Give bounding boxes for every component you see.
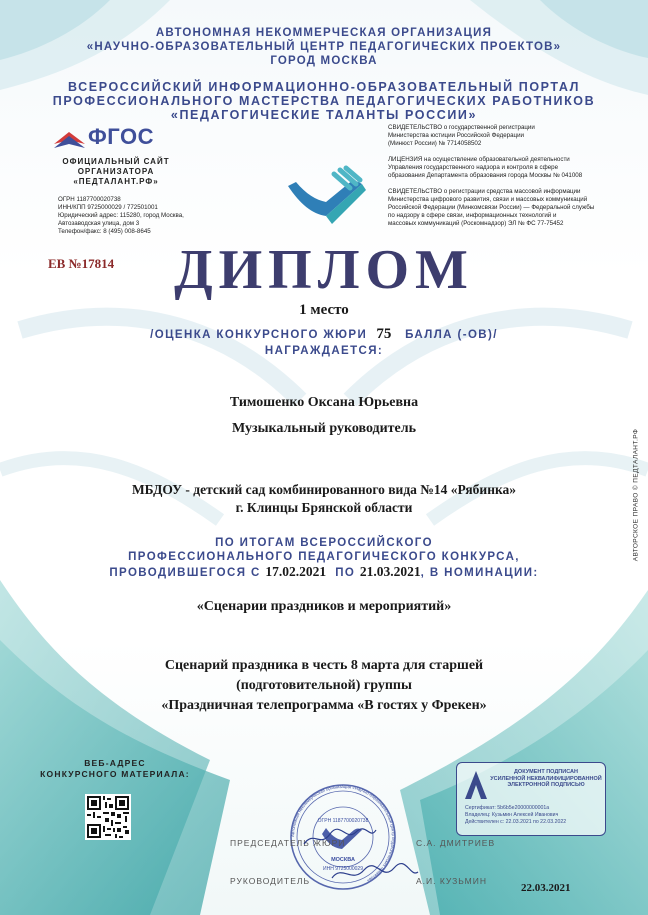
copyright-text: АВТОРСКОЕ ПРАВО © ПЕДТАЛАНТ.РФ: [632, 428, 640, 562]
portal-line-1: ВСЕРОССИЙСКИЙ ИНФОРМАЦИОННО-ОБРАЗОВАТЕЛЬНЫЙ ПОРТАЛ: [67, 80, 581, 94]
logo-caption-1: ОФИЦИАЛЬНЫЙ САЙТ: [62, 157, 170, 166]
license-line: Министерства цифрового развития, связи и массовых коммуникаций: [388, 196, 588, 203]
web-address-line-2: КОНКУРСНОГО МАТЕРИАЛА:: [40, 769, 190, 779]
work-line-1: Сценарий праздника в честь 8 марта для старшей: [164, 658, 484, 673]
license-line: Министерства юстиции Российской Федерации: [388, 132, 525, 139]
score-prefix: /ОЦЕНКА КОНКУРСНОГО ЖЮРИ: [150, 329, 368, 341]
logo-caption: [50, 157, 182, 187]
license-line: массовых коммуникаций (Роскомнадзор) ЭЛ № ФС 77-75452: [388, 220, 564, 227]
head-label: РУКОВОДИТЕЛЬ: [230, 876, 311, 886]
chair-name: С.А. ДМИТРИЕВ: [416, 838, 496, 848]
score-line: [0, 326, 648, 359]
org-line-1: АВТОНОМНАЯ НЕКОММЕРЧЕСКАЯ ОРГАНИЗАЦИЯ: [155, 27, 493, 39]
org-details: [58, 196, 238, 236]
chair-label: ПРЕДСЕДАТЕЛЬ ЖЮРИ: [230, 838, 346, 848]
org-detail-line: Телефон/факс: 8 (495) 008-8645: [58, 228, 151, 235]
web-address-line-1: ВЕБ-АДРЕС: [84, 758, 146, 768]
contest-line-3b: ПО: [335, 567, 356, 579]
org-line-2: «НАУЧНО-ОБРАЗОВАТЕЛЬНЫЙ ЦЕНТР ПЕДАГОГИЧЕСКИХ ПРОЕКТОВ»: [86, 41, 562, 53]
contest-line-3c: , В НОМИНАЦИИ:: [420, 567, 539, 579]
score-value: 75: [376, 326, 392, 342]
esign-owner: Владелец: Кузьмин Алексей Иванович: [465, 812, 559, 818]
esign-valid: Действителен с: 22.03.2021 по 22.03.2022: [465, 819, 567, 825]
recipient-position: Музыкальный руководитель: [231, 421, 417, 436]
stamp-ring-text: Автономная некоммерческая организация «Научно-образовательный центр педагогических проектов»: [289, 783, 397, 884]
chair-signature: [300, 822, 380, 852]
contest-date-from: 17.02.2021: [265, 564, 327, 579]
portal-line-2: ПРОФЕССИОНАЛЬНОГО МАСТЕРСТВА ПЕДАГОГИЧЕСКИХ РАБОТНИКОВ: [52, 94, 596, 108]
fgos-logo-text: ФГОС: [88, 124, 154, 149]
fgos-book-icon: [52, 124, 88, 150]
nomination: «Сценарии праздников и мероприятий»: [196, 599, 452, 614]
institution-line-2: г. Клинцы Брянской области: [235, 500, 413, 515]
awarded-label: НАГРАЖДАЕТСЯ:: [264, 345, 384, 357]
recipient-name: Тимошенко Оксана Юрьевна: [229, 395, 419, 410]
org-detail-line: Автозаводская улица, дом 3: [58, 220, 140, 227]
stamp-inn: ИНН 9725000029: [322, 866, 364, 872]
esign-emblem-icon: [463, 769, 489, 803]
license-line: (Минюст России) № 7714058502: [388, 140, 482, 147]
institution-line-1: МБДОУ - детский сад комбинированного вида №14 «Рябинка»: [131, 482, 517, 497]
place: 1 место: [299, 302, 349, 318]
work-line-3: «Праздничная телепрограмма «В гостях у Фрекен»: [161, 698, 487, 713]
contest-line-3a: ПРОВОДИВШЕГОСЯ С: [109, 567, 261, 579]
license-block: [388, 124, 638, 228]
portal-hand-logo: [282, 164, 368, 230]
copyright-vertical: [626, 420, 646, 570]
head-signature: [330, 860, 420, 888]
org-detail-line: ИНН/КПП 9725000029 / 772501001: [58, 204, 158, 211]
portal-line-3: «ПЕДАГОГИЧЕСКИЕ ТАЛАНТЫ РОССИИ»: [170, 108, 478, 122]
head-name: А.И. КУЗЬМИН: [416, 876, 487, 886]
license-line: по надзору в сфере связи, информационных технологий и: [388, 212, 557, 219]
serial-number: ЕВ №17814: [48, 256, 115, 271]
license-line: ЛИЦЕНЗИЯ на осуществление образовательной деятельности: [388, 156, 570, 163]
qr-code-icon: [85, 794, 131, 840]
issue-date: 22.03.2021: [521, 882, 571, 894]
contest-line-3: [0, 564, 648, 581]
license-line: Российской Федерации (Минкомсвязи России) — Федеральной службы: [388, 204, 595, 211]
qr-code[interactable]: [85, 794, 131, 840]
license-line: Управления государственного надзора и контроля в сфере: [388, 164, 559, 171]
org-line-3: ГОРОД МОСКВА: [270, 55, 378, 67]
logo-caption-2: ОРГАНИЗАТОРА: [77, 167, 155, 176]
org-detail-line: Юридический адрес: 115280, город Москва,: [58, 212, 184, 219]
esign-cert: Сертификат: 5b6b5e20000000001a: [465, 805, 550, 811]
electronic-signature-box: [456, 762, 606, 836]
license-line: СВИДЕТЕЛЬСТВО о регистрации средства массовой информации: [388, 188, 581, 195]
stamp-city: МОСКВА: [331, 857, 355, 863]
esign-title-1: ДОКУМЕНТ ПОДПИСАН: [514, 769, 578, 775]
esign-title-2: УСИЛЕННОЙ НЕКВАЛИФИЦИРОВАННОЙ: [490, 775, 602, 782]
diploma-title: ДИПЛОМ: [174, 239, 474, 301]
web-address-label: [30, 758, 200, 780]
org-detail-line: ОГРН 1187700020738: [58, 196, 121, 203]
license-line: СВИДЕТЕЛЬСТВО о государственной регистрации: [388, 124, 535, 131]
contest-line-1: ПО ИТОГАМ ВСЕРОССИЙСКОГО: [215, 537, 433, 549]
work-line-2: (подготовительной) группы: [236, 678, 412, 693]
fgos-logo: [52, 124, 182, 150]
contest-line-2: ПРОФЕССИОНАЛЬНОГО ПЕДАГОГИЧЕСКОГО КОНКУРСА,: [128, 551, 520, 563]
stamp-ogrn: ОГРН 1187700020738: [317, 818, 369, 824]
esign-title-3: ЭЛЕКТРОННОЙ ПОДПИСЬЮ: [507, 782, 585, 788]
score-suffix: БАЛЛА (-ОВ)/: [405, 329, 498, 341]
contest-date-to: 21.03.2021: [359, 564, 421, 579]
logo-caption-3: «ПЕДТАЛАНТ.РФ»: [73, 177, 159, 186]
license-line: образования Департамента образования города Москвы № 041008: [388, 172, 583, 179]
